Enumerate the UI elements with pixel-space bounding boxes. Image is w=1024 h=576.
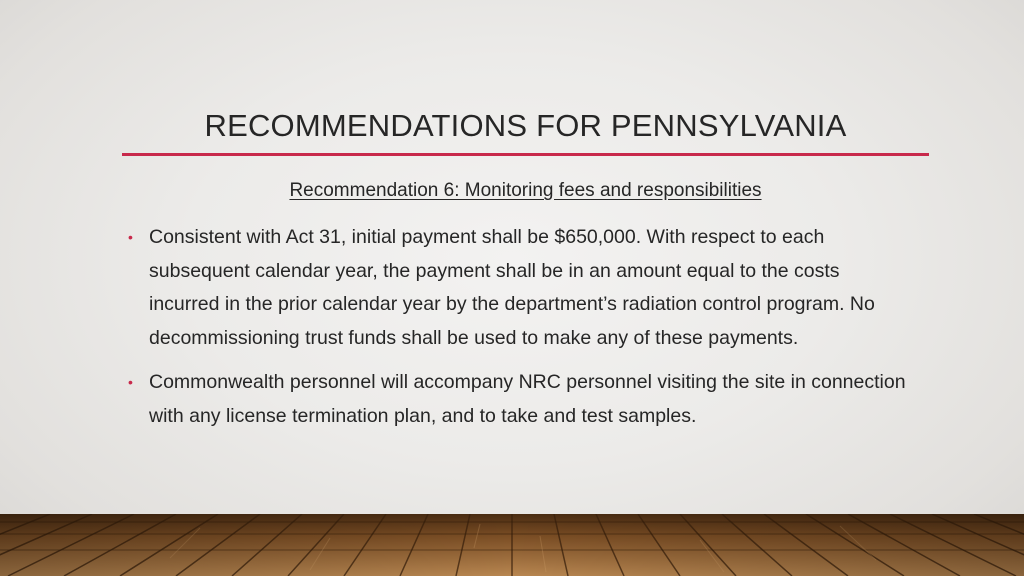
- subtitle-text: Recommendation 6: Monitoring fees and responsibilities: [289, 180, 762, 201]
- wood-floor: [0, 514, 1024, 576]
- bullet-text: Commonwealth personnel will accompany NRC personnel visiting the site in connection with any license termination plan, and to take and test samples.: [149, 371, 906, 427]
- bullet-list: [128, 221, 913, 444]
- wood-floor-graphic: [0, 514, 1024, 576]
- bullet-item: [128, 366, 913, 433]
- bullet-dot-icon: •: [128, 229, 133, 245]
- slide-subtitle: [122, 180, 929, 202]
- slide-title: RECOMMENDATIONS FOR PENNSYLVANIA: [204, 108, 847, 143]
- bullet-dot-icon: •: [128, 374, 133, 390]
- title-underline: [122, 153, 929, 156]
- bullet-text: Consistent with Act 31, initial payment shall be $650,000. With respect to each subsequent calendar year, the payment shall be in an amount equal to the costs incurred in the prior calendar year by the department’s radiation control program. No decommissioning trust funds shall be used to make any of these payments.: [149, 226, 875, 349]
- bullet-item: [128, 221, 913, 355]
